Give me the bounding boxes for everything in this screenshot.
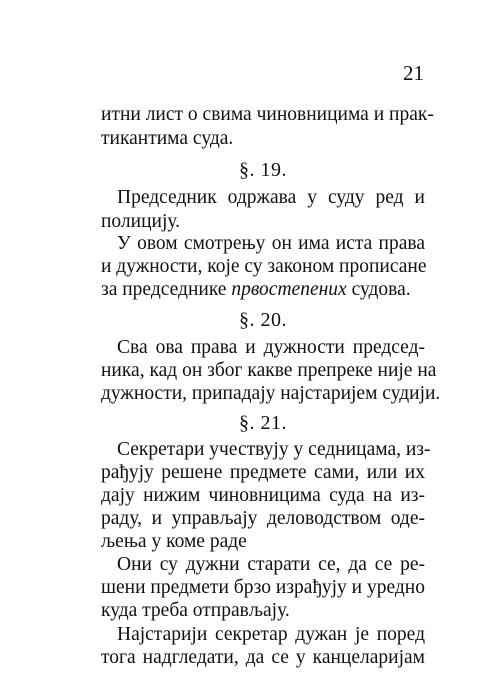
text-line: ника, кад он због какве препреке није на — [101, 360, 437, 381]
text-line: тикантима суда. — [101, 128, 234, 149]
text-line: рађују решене предмете сами, или их — [101, 462, 425, 483]
text-line: Секретари учествују у седницама, из- — [117, 439, 431, 460]
text-line: итни лист о свима чиновницима и прак- — [101, 104, 434, 125]
text-line: полицију. — [101, 211, 181, 232]
text-line: Они су дужни старати се, да се ре- — [117, 554, 425, 575]
text-line: Сва ова права и дужности председ- — [117, 337, 425, 358]
italic-term: првостепених — [231, 279, 347, 300]
text-line: У овом смотрењу он има иста права — [117, 233, 425, 254]
text-line: дужности, припадају најстаријем судији. — [101, 383, 441, 404]
text-line: куда треба отправљају. — [101, 600, 290, 621]
text-run: судова. — [346, 279, 411, 300]
text-line: шени предмети брзо израђују и уредно — [101, 577, 425, 598]
text-line: дају нижим чиновницима суда на из- — [101, 485, 425, 506]
text-run: за председнике — [101, 279, 232, 300]
section-heading-19: §. 19. — [239, 159, 287, 181]
text-line: љења у коме раде — [101, 531, 247, 552]
text-line: Најстарији секретар дужан је поред — [117, 624, 425, 645]
text-line: Председник одржава у суду ред и — [117, 187, 425, 208]
section-heading-21: §. 21. — [239, 412, 287, 434]
page-number: 21 — [403, 61, 424, 85]
text-line: тога надгледати, да се у канцеларијам — [101, 647, 425, 668]
text-line: раду, и управљају деловодством оде- — [101, 508, 425, 529]
text-line — [101, 278, 425, 302]
section-heading-20: §. 20. — [239, 309, 287, 331]
text-line: и дужности, које су законом прописане — [101, 256, 427, 277]
